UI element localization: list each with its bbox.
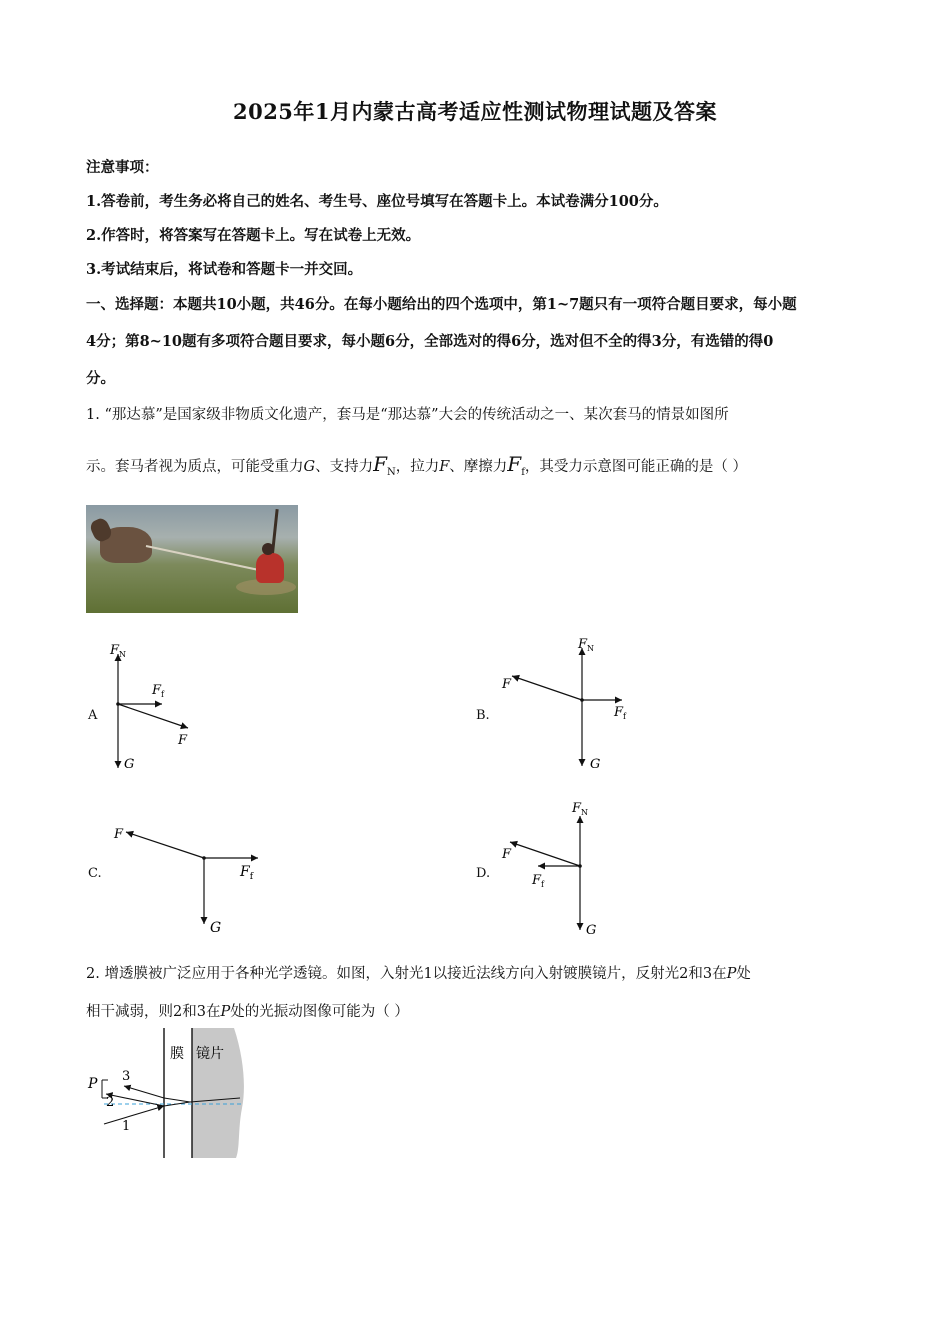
- q1-var-f: F: [439, 459, 450, 475]
- q2-text-1: 2. 增透膜被广泛应用于各种光学透镜。如图，入射光1以接近法线方向入射镀膜镜片，反射光2和3在: [86, 966, 727, 982]
- q1-text-e: ，其受力示意图可能正确的是（ ）: [524, 459, 747, 475]
- page-title: 2025年1月内蒙古高考适应性测试物理试题及答案: [232, 99, 718, 124]
- q2-var-p-1: P: [726, 966, 737, 982]
- a-f-label: F: [178, 733, 188, 748]
- ray-3-reflected: [124, 1086, 164, 1098]
- q1-line-2: [86, 452, 866, 478]
- b-ff-label: $F_f$: [614, 705, 626, 721]
- q1-var-ff: F: [507, 452, 522, 476]
- q1-line-1: 1. “那达慕”是国家级非物质文化遗产，套马是“那达慕”大会的传统活动之一、某次套马的情景如图所: [86, 407, 729, 423]
- ray-2-label: 2: [106, 1095, 115, 1110]
- d-g-label: G: [586, 923, 597, 938]
- rider-shape: [256, 553, 284, 583]
- option-b-diagram: [500, 636, 640, 776]
- q1-var-fn-sub: N: [386, 466, 396, 478]
- q2-var-p-2: P: [220, 1004, 231, 1020]
- option-b-label: B.: [476, 708, 490, 723]
- section1-line-1: 一、选择题：本题共10小题，共46分。在每小题给出的四个选项中，第1~7题只有一项符合题目要求，每小题: [86, 296, 797, 313]
- c-ff-label: $F_f$: [240, 864, 254, 882]
- section1-line-3: 分。: [86, 370, 115, 387]
- lasso-horse-photo: [86, 505, 298, 613]
- option-a-label: A: [88, 708, 98, 723]
- option-d-label: D.: [476, 866, 491, 881]
- ray-1-label: 1: [122, 1119, 131, 1134]
- d-f-arrow: [510, 842, 580, 866]
- b-g-label: G: [590, 757, 601, 772]
- ray-3-in-film: [164, 1098, 190, 1102]
- notice-2: 2.作答时，将答案写在答题卡上。写在试卷上无效。: [86, 227, 421, 244]
- notice-heading: 注意事项：: [86, 159, 159, 176]
- q2-text-2a: 相干减弱，则2和3在: [86, 1004, 221, 1020]
- a-f-arrow: [118, 704, 188, 728]
- d-ff-label: $F_f$: [532, 873, 544, 889]
- option-c-diagram: [110, 820, 270, 940]
- q1-text-a: 示。套马者视为质点，可能受重力: [86, 459, 304, 475]
- rope-shape: [146, 545, 274, 574]
- q1-text-d: 、摩擦力: [449, 459, 508, 475]
- a-fn-label: $F_N$: [110, 643, 127, 659]
- q1-text-b: 、支持力: [315, 459, 374, 475]
- option-c-label: C.: [88, 866, 102, 881]
- c-f-label: F: [114, 827, 124, 842]
- q2-film-lens-diagram: [84, 1028, 254, 1162]
- c-g-label: G: [210, 920, 222, 936]
- a-g-label: G: [124, 757, 135, 772]
- q2-text-2b: 处的光振动图像可能为（ ）: [230, 1004, 409, 1020]
- q2-line-1: [86, 962, 866, 983]
- option-a-diagram: [96, 640, 206, 780]
- notice-1: 1.答卷前，考生务必将自己的姓名、考生号、座位号填写在答题卡上。本试卷满分100分。: [86, 193, 668, 210]
- q1-var-fn: F: [373, 452, 387, 476]
- q1-var-g: G: [303, 459, 316, 475]
- q2-text-1-end: 处: [736, 966, 751, 982]
- d-fn-label: $F_N$: [572, 801, 589, 817]
- b-fn-label: $F_N$: [578, 637, 595, 653]
- b-f-label: F: [502, 677, 512, 692]
- ray-3-label: 3: [122, 1069, 131, 1084]
- section1-line-2: 4分；第8~10题有多项符合题目要求，每小题6分，全部选对的得6分，选对但不全的得3分，有选错的得0: [86, 333, 774, 350]
- q1-text-c: ，拉力: [395, 459, 440, 475]
- q2-line-2: [86, 1000, 866, 1021]
- p-label: P: [88, 1076, 98, 1092]
- q1-var-ff-sub: f: [521, 466, 525, 478]
- d-f-label: F: [502, 847, 512, 862]
- b-f-arrow: [512, 676, 582, 700]
- film-label: 膜: [170, 1046, 184, 1062]
- rider-head-shape: [262, 543, 274, 555]
- lens-label: 镜片: [196, 1046, 224, 1062]
- c-f-arrow: [126, 832, 204, 858]
- a-ff-label: $F_f$: [152, 683, 164, 699]
- option-d-diagram: [496, 796, 626, 942]
- notice-3: 3.考试结束后，将试卷和答题卡一并交回。: [86, 261, 363, 278]
